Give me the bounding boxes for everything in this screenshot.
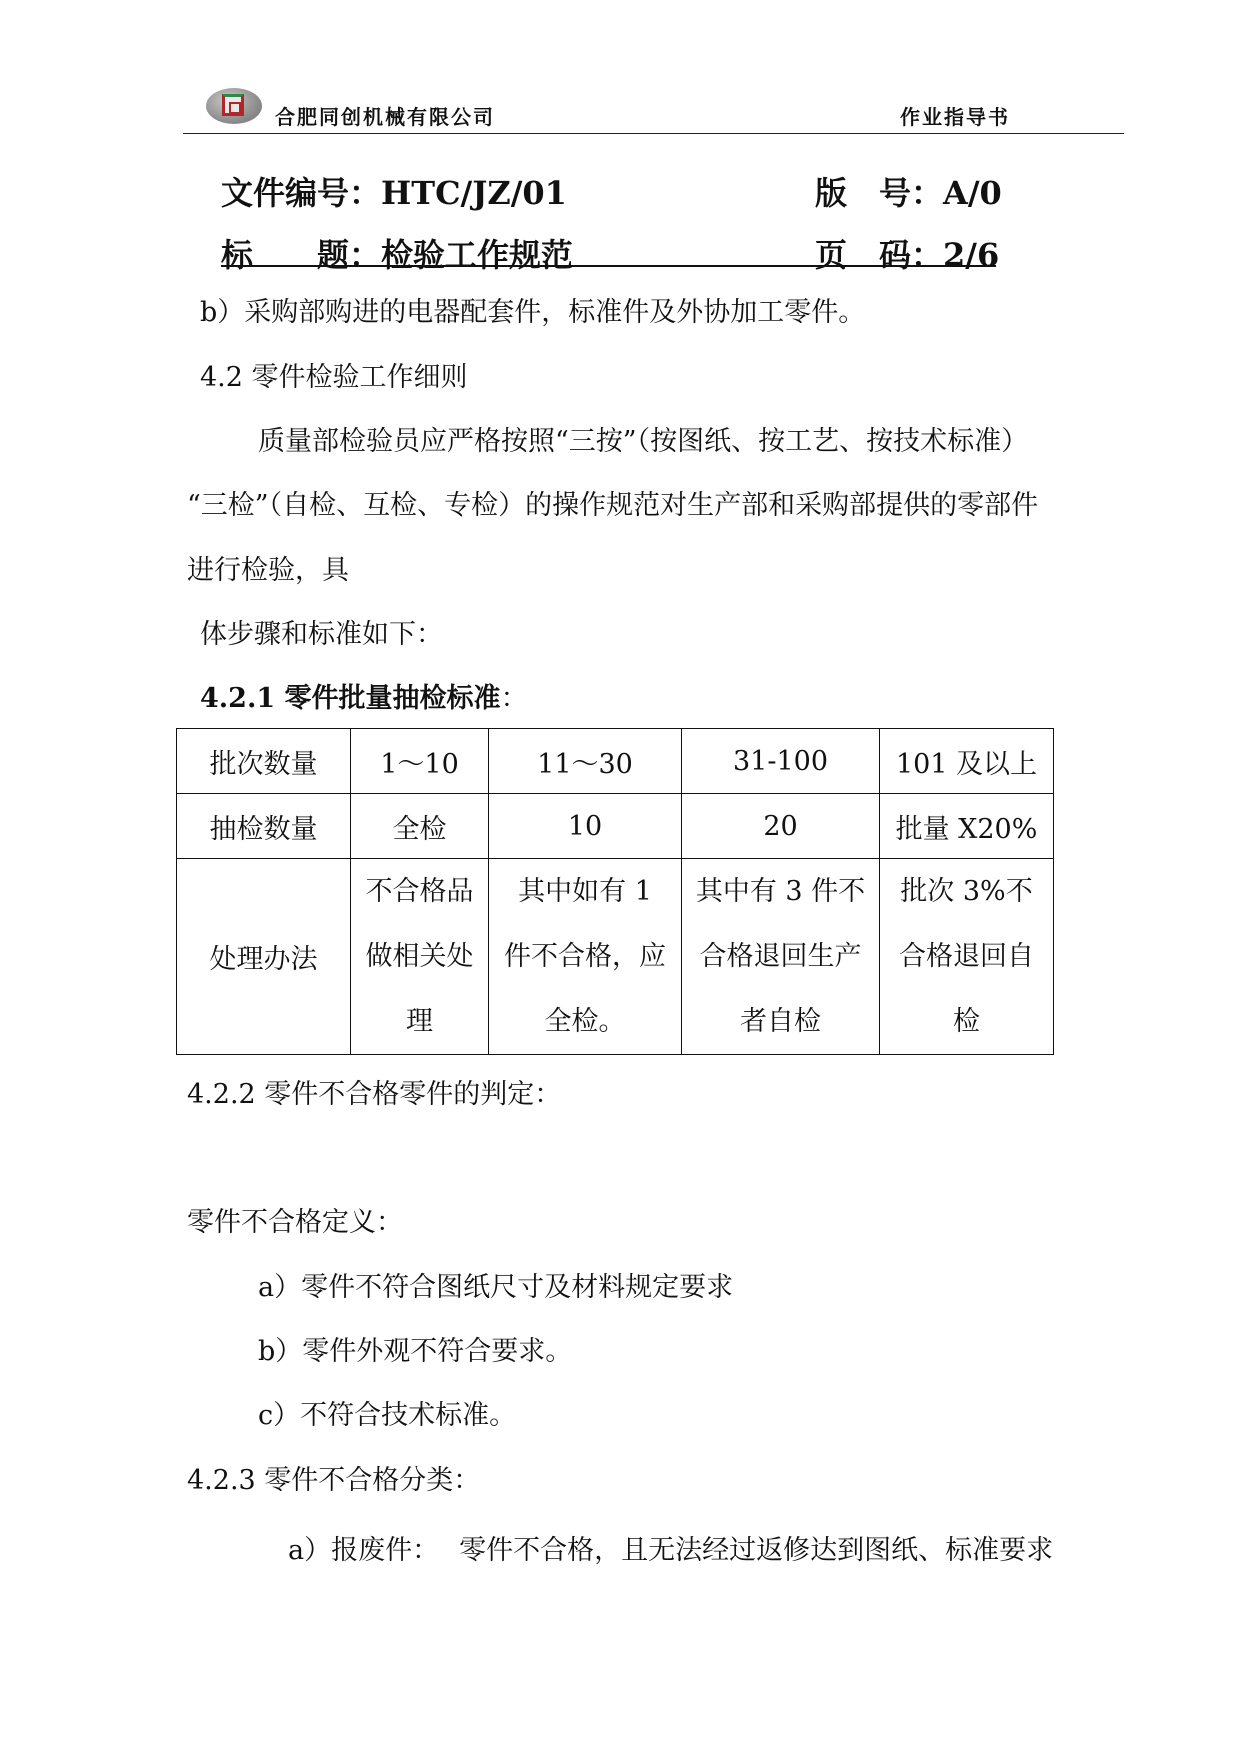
- version-row: [815, 168, 1002, 214]
- section-4-2-2: 4.2.2 零件不合格零件的判定：: [187, 1079, 562, 1110]
- file-number-label: 文件编号：: [221, 174, 382, 212]
- meta-underline: [221, 265, 996, 267]
- header-rule: [183, 133, 1124, 134]
- paragraph-line-2: “三检”（自检、互检、专检）的操作规范对生产部和采购部提供的零部件: [187, 490, 1039, 521]
- table-cell: 31-100: [682, 729, 880, 794]
- defect-item-c: c）不符合技术标准。: [258, 1400, 517, 1431]
- cell-line: 做相关处: [365, 941, 474, 972]
- paragraph-line-4: 体步骤和标准如下：: [200, 619, 443, 650]
- table-cell: 抽检数量: [177, 794, 351, 859]
- table-row: [177, 859, 1054, 1055]
- table-cell: [880, 859, 1054, 1055]
- company-logo: [206, 88, 262, 124]
- logo-mark-icon: [222, 94, 244, 116]
- defect-item-b: b）零件外观不符合要求。: [258, 1336, 573, 1367]
- sampling-table: [176, 728, 1054, 1055]
- table-cell: 20: [682, 794, 880, 859]
- file-number: HTC/JZ/01: [381, 174, 567, 212]
- section-4-2-1-heading: 4.2.1 零件批量抽检标准: [200, 683, 501, 714]
- company-name: 合肥同创机械有限公司: [275, 105, 495, 129]
- table-cell: 10: [489, 794, 682, 859]
- doc-title: 检验工作规范: [381, 236, 574, 274]
- table-cell: [489, 859, 682, 1055]
- page-row: [815, 230, 999, 276]
- table-cell: 101 及以上: [880, 729, 1054, 794]
- cell-line: 合格退回自: [899, 941, 1034, 972]
- scrap-item: [288, 1528, 1053, 1567]
- section-4-2-1-colon: ：: [500, 683, 528, 714]
- cell-line: 全检。: [544, 1006, 626, 1037]
- paragraph-line-3: 进行检验，具: [187, 555, 349, 586]
- page-number: 2/6: [943, 236, 1000, 274]
- version: A/0: [943, 174, 1002, 212]
- table-row: [177, 794, 1054, 859]
- cell-line: 合格退回生产: [699, 941, 862, 972]
- table-cell: 1～10: [351, 729, 489, 794]
- table-row: [177, 729, 1054, 794]
- table-cell: 批量 X20%: [880, 794, 1054, 859]
- table-cell: 全检: [351, 794, 489, 859]
- table-cell: 批次数量: [177, 729, 351, 794]
- section-4-2-1: [200, 676, 528, 715]
- cell-line: 其中如有 1: [518, 876, 652, 907]
- table-cell: 处理办法: [177, 859, 351, 1055]
- section-4-2-3: 4.2.3 零件不合格分类：: [187, 1465, 481, 1496]
- cell-line: 检: [953, 1006, 980, 1037]
- title-label: 标 题：: [221, 236, 382, 274]
- page-label: 页 码：: [815, 236, 944, 274]
- cell-line: 不合格品: [365, 876, 474, 907]
- scrap-label: a）报废件：: [288, 1535, 440, 1566]
- cell-line: 理: [406, 1006, 433, 1037]
- file-number-row: [221, 168, 567, 214]
- paragraph-line-1: 质量部检验员应严格按照“三按”（按图纸、按工艺、按技术标准）: [258, 426, 1029, 457]
- cell-line: 者自检: [740, 1006, 821, 1037]
- cell-line: 批次 3%不: [900, 876, 1033, 907]
- section-4-2: 4.2 零件检验工作细则: [200, 362, 468, 393]
- doc-type: 作业指导书: [900, 105, 1010, 129]
- defect-definition: 零件不合格定义：: [187, 1207, 403, 1238]
- scrap-text: 零件不合格，且无法经过返修达到图纸、标准要求: [459, 1535, 1054, 1566]
- table-cell: [351, 859, 489, 1055]
- title-row: [221, 230, 573, 276]
- cell-line: 件不合格，应: [504, 941, 666, 972]
- paragraph-b: b）采购部购进的电器配套件，标准件及外协加工零件。: [200, 297, 866, 328]
- cell-line: 其中有 3 件不: [695, 876, 866, 907]
- table-cell: 11～30: [489, 729, 682, 794]
- version-label: 版 号：: [815, 174, 944, 212]
- defect-item-a: a）零件不符合图纸尺寸及材料规定要求: [258, 1272, 734, 1303]
- table-cell: [682, 859, 880, 1055]
